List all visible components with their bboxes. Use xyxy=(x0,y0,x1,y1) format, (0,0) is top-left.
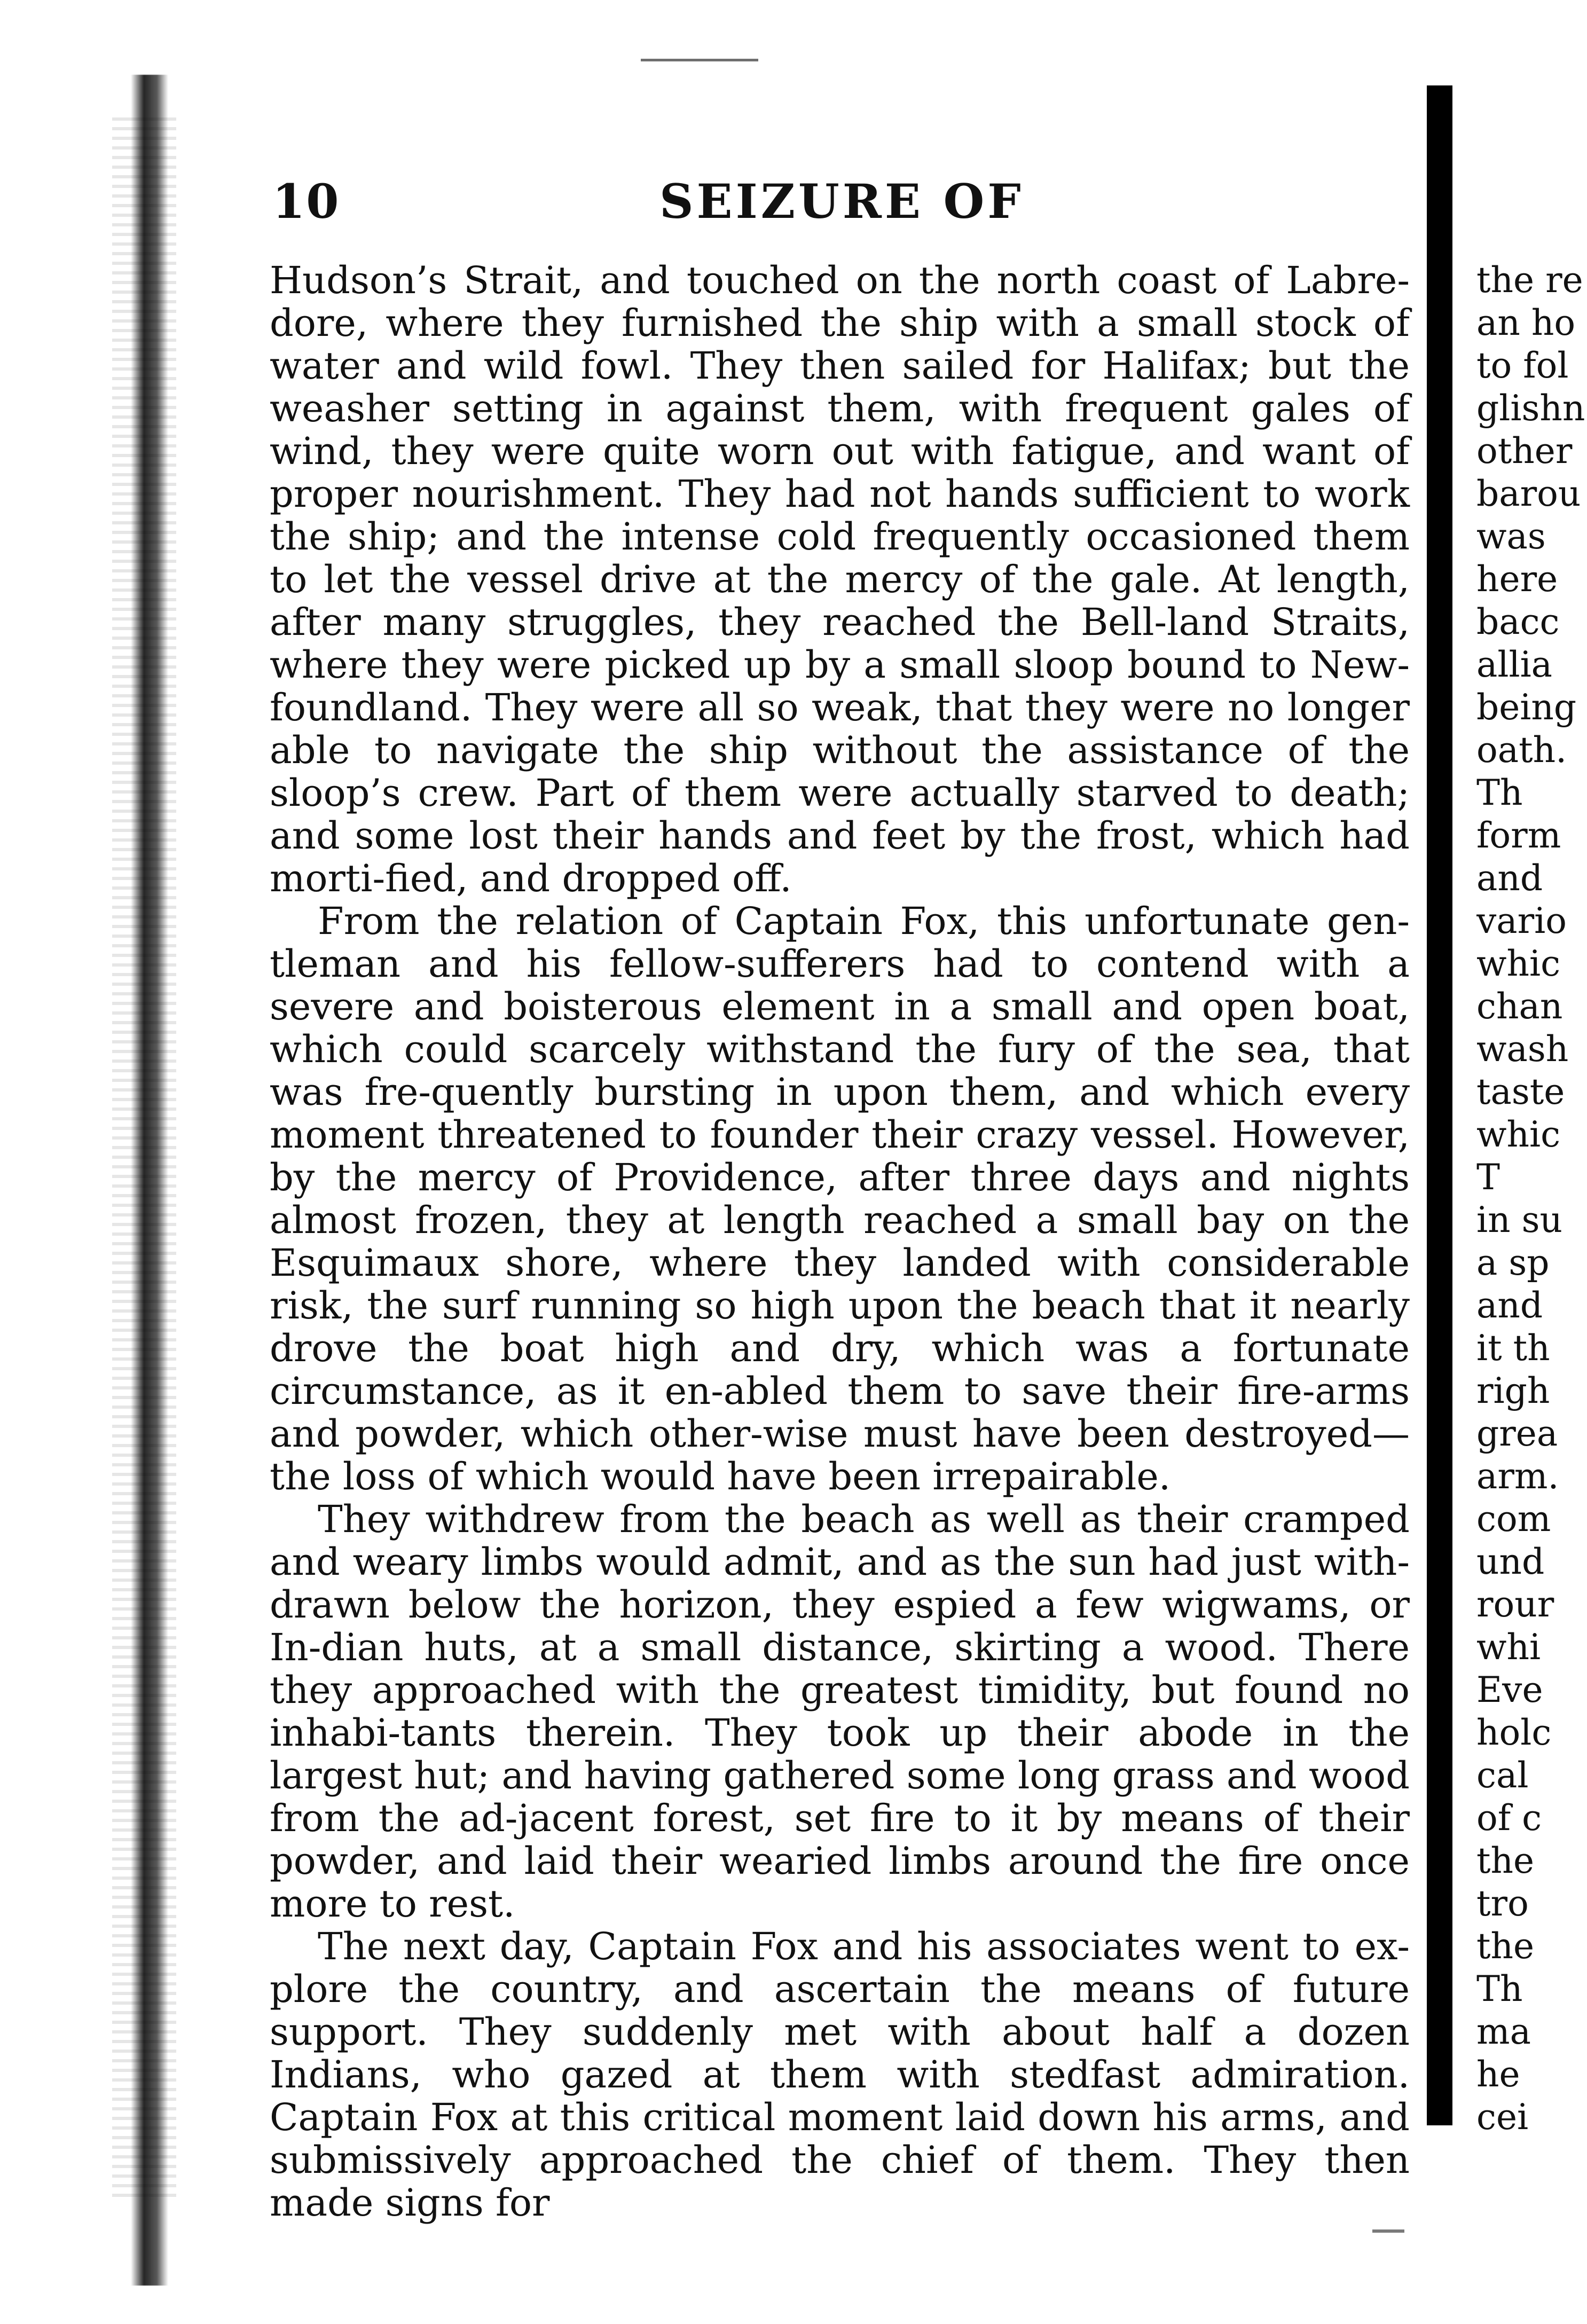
next-page-line: whic xyxy=(1476,943,1561,984)
next-page-line: of c xyxy=(1476,1797,1542,1839)
next-page-line: the re xyxy=(1476,260,1583,301)
next-page-line: form xyxy=(1476,815,1561,856)
running-title: SEIZURE OF xyxy=(659,174,1024,229)
paragraph: From the relation of Captain Fox, this unfortunate gen-tleman and his fellow-sufferers had to contend with a severe and boisterous element in a small and open boat, which could scarcely withstand the fury of the sea, that was fre-quently bursting in upon them, and which every moment threatened to founder their crazy vessel. However, by the mercy of Providence, after three days and nights almost frozen, they at length reached a small bay on the Esquimaux shore, where they landed with considerable risk, the surf running so high upon the beach that it nearly drove the boat high and dry, which was a fortunate circumstance, as it en-abled them to save their fire-arms and powder, which other-wise must have been destroyed—the loss of which would have been irrepairable. xyxy=(270,899,1410,1498)
next-page-line: holc xyxy=(1476,1712,1552,1753)
next-page-line: Th xyxy=(1476,1968,1523,2009)
next-page-line: taste xyxy=(1476,1071,1565,1112)
page-header xyxy=(272,174,1404,238)
next-page-line: tro xyxy=(1476,1883,1529,1924)
scan-left-gutter xyxy=(0,0,160,2324)
next-page-line: being xyxy=(1476,687,1577,728)
next-page-line: bacc xyxy=(1476,601,1560,642)
next-page-line: in su xyxy=(1476,1199,1562,1240)
next-page-line: a sp xyxy=(1476,1242,1550,1283)
next-page-line: arm. xyxy=(1476,1456,1559,1497)
scan-top-mark xyxy=(641,59,758,61)
next-page-line: it th xyxy=(1476,1328,1550,1369)
next-page-line: ma xyxy=(1476,2011,1531,2052)
next-page-line: Eve xyxy=(1476,1669,1543,1710)
page-number: 10 xyxy=(272,174,340,229)
next-page-line: an ho xyxy=(1476,302,1576,343)
next-page-line: cei xyxy=(1476,2097,1529,2138)
next-page-line: the xyxy=(1476,1840,1535,1881)
next-page-line: Th xyxy=(1476,772,1523,813)
next-page-line: whic xyxy=(1476,1114,1561,1155)
scan-bottom-mark xyxy=(1372,2229,1404,2233)
page-divider-rule xyxy=(1427,85,1452,2125)
next-page-line: com xyxy=(1476,1498,1551,1540)
next-page-line: was xyxy=(1476,516,1546,557)
paragraph: The next day, Captain Fox and his associates went to ex-plore the country, and ascertain the means of future support. They suddenly met with about half a dozen Indians, who gazed at them with stedfast admiration. Captain Fox at this critical moment laid down his arms, and submissively approached the chief of them. They then made signs for xyxy=(270,1925,1410,2225)
next-page-line: other xyxy=(1476,430,1573,472)
next-page-line: whi xyxy=(1476,1627,1541,1668)
next-page-line: to fol xyxy=(1476,345,1569,386)
next-page-line: grea xyxy=(1476,1413,1558,1454)
next-page-line: he xyxy=(1476,2054,1520,2095)
next-page-line: barou xyxy=(1476,473,1581,514)
next-page-line: glishn xyxy=(1476,388,1585,429)
next-page-line: allia xyxy=(1476,644,1553,685)
next-page-line: here xyxy=(1476,559,1558,600)
next-page-line: cal xyxy=(1476,1755,1529,1796)
scan-binding-shadow xyxy=(131,75,168,2286)
paragraph: They withdrew from the beach as well as their cramped and weary limbs would admit, and as the sun had just with-drawn below the horizon, they espied a few wigwams, or In-dian huts, at a small distance, skirting a wood. There they approached with the greatest timidity, but found no inhabi-tants therein. They took up their abode in the largest hut; and having gathered some long grass and wood from the ad-jacent forest, set fire to it by means of their powder, and laid their wearied limbs around the fire once more to rest. xyxy=(270,1497,1410,1926)
next-page-clipped-text xyxy=(1476,259,1587,2181)
page-body-text xyxy=(270,259,1410,2224)
next-page-line: und xyxy=(1476,1541,1545,1582)
next-page-line: T xyxy=(1476,1157,1500,1198)
next-page-line: righ xyxy=(1476,1370,1550,1411)
next-page-line: the xyxy=(1476,1926,1535,1967)
paragraph: Hudson’s Strait, and touched on the north coast of Labre-dore, where they furnished the ship with a small stock of water and wild fowl. They then sailed for Halifax; but the weasher setting in against them, with frequent gales of wind, they were quite worn out with fatigue, and want of proper nourishment. They had not hands sufficient to work the ship; and the intense cold frequently occasioned them to let the vessel drive at the mercy of the gale. At length, after many struggles, they reached the Bell-land Straits, where they were picked up by a small sloop bound to New-foundland. They were all so weak, that they were no longer able to navigate the ship without the assistance of the sloop’s crew. Part of them were actually starved to death; and some lost their hands and feet by the frost, which had morti-fied, and dropped off. xyxy=(270,258,1410,900)
next-page-line: oath. xyxy=(1476,729,1567,771)
next-page-line: and xyxy=(1476,1285,1543,1326)
next-page-line: rour xyxy=(1476,1584,1554,1625)
next-page-line: chan xyxy=(1476,986,1563,1027)
next-page-line: and xyxy=(1476,858,1543,899)
next-page-line: vario xyxy=(1476,900,1567,941)
next-page-line: wash xyxy=(1476,1028,1569,1070)
